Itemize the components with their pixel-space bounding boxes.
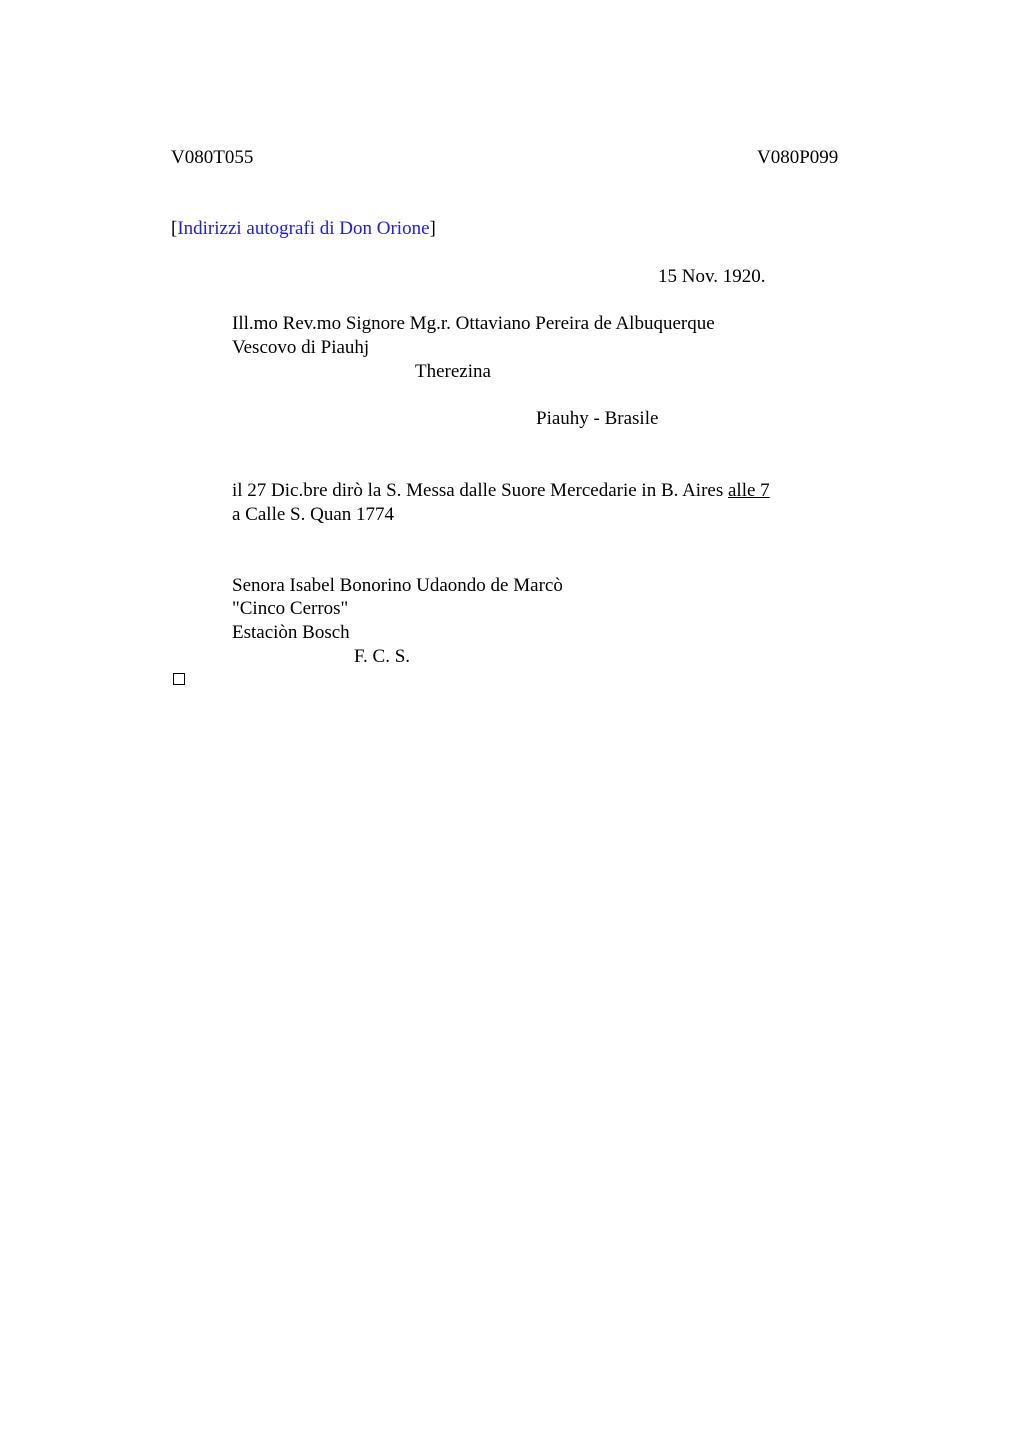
address-line: Senora Isabel Bonorino Udaondo de Marcò xyxy=(232,575,563,596)
document-code-right: V080P099 xyxy=(757,147,839,168)
note-text: il 27 Dic.bre dirò la S. Messa dalle Suore Mercedarie in B. Aires xyxy=(232,480,728,501)
note-underlined-time: alle 7 xyxy=(728,480,770,501)
address-line: F. C. S. xyxy=(354,646,411,667)
checkbox-square-icon xyxy=(173,673,185,685)
title-open-bracket: [ xyxy=(171,218,178,239)
title-link[interactable]: Indirizzi autografi di Don Orione xyxy=(177,218,430,239)
address-line: Piauhy - Brasile xyxy=(536,408,659,429)
address-line: Therezina xyxy=(415,361,491,382)
letter-date: 15 Nov. 1920. xyxy=(658,266,766,287)
document-code-left: V080T055 xyxy=(171,147,254,168)
address-line: "Cinco Cerros" xyxy=(232,598,349,619)
page-title xyxy=(171,217,436,241)
note-line: a Calle S. Quan 1774 xyxy=(232,504,395,525)
address-line: Ill.mo Rev.mo Signore Mg.r. Ottaviano Pereira de Albuquerque xyxy=(232,313,715,334)
note-line xyxy=(232,479,770,503)
address-line: Estaciòn Bosch xyxy=(232,622,350,643)
title-close-bracket: ] xyxy=(429,218,436,239)
address-line: Vescovo di Piauhj xyxy=(232,337,370,358)
